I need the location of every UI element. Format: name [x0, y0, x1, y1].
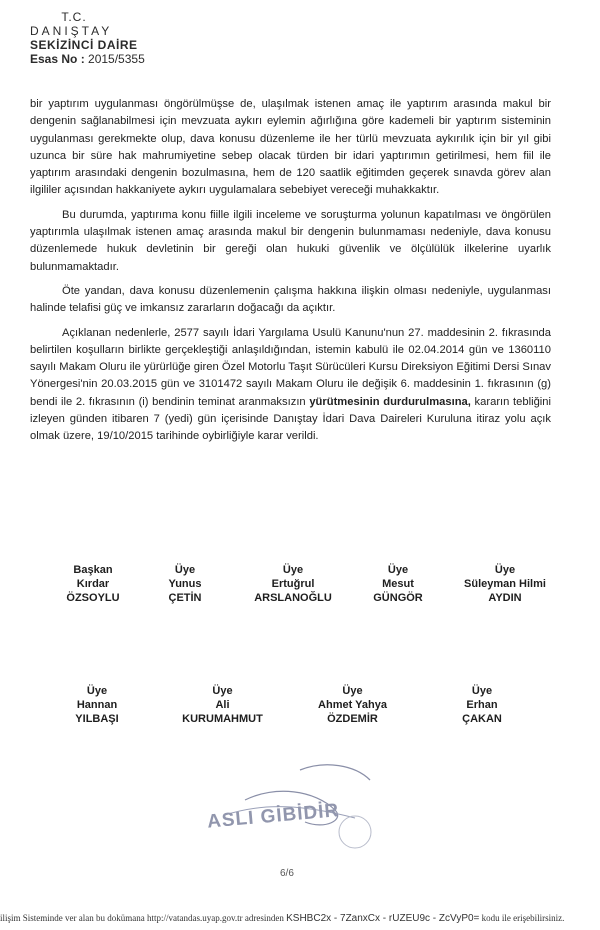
signer-title: Başkan — [73, 564, 113, 576]
case-number-value: 2015/5355 — [88, 52, 145, 66]
verification-code: KSHBC2x - 7ZanxCx - rUZEU9c - ZcVyP0= — [286, 913, 480, 924]
decision-text-bold: yürütmesinin durdurulmasına, — [309, 395, 471, 408]
signer-title: Üye — [387, 564, 409, 576]
document-header — [30, 10, 170, 66]
stamp-text: ASLI GİBİDİR — [206, 800, 341, 833]
decision-text-after: kararın tebliğini izleyen günden itibaren 7 (yedi) gün içerisinde Danıştay İdari Dava Daireleri Kuruluna itiraz yolu açık olmak üzere, 19/10/2015 tarihinde oybirliğiyle karar verildi. — [30, 395, 551, 443]
signer-first-name: Erhan — [466, 699, 498, 711]
header-tc: T.C. — [61, 10, 87, 24]
signer-title: Üye — [471, 685, 493, 697]
paragraph-2: Bu durumda, yaptırıma konu fiille ilgili inceleme ve soruşturma yolunun kapatılması ve öngörülen yaptırımla ulaşılmak istenen amaç arasında makul bir dengenin bulunmaması nedeniyle, dava konusu düzenlemede hukuk devletinin bir gereği olan hukuki güvenlik ve ölçülülük ilkelerine uyarlık bulunmamaktadır. — [30, 208, 551, 273]
signature-block — [170, 684, 275, 726]
signature-block — [442, 684, 522, 726]
signer-first-name: Hannan — [76, 699, 118, 711]
signer-title: Üye — [86, 685, 108, 697]
signer-last-name: ARSLANOĞLU — [254, 592, 332, 604]
header-court-name: DANIŞTAY — [30, 24, 113, 38]
paragraph-decision — [30, 325, 551, 446]
stamp-seal-ring — [339, 816, 371, 848]
signer-first-name: Süleyman Hilmi — [464, 578, 546, 590]
signer-title: Üye — [212, 685, 233, 697]
signature-block — [52, 684, 142, 726]
footer-verification-line — [0, 913, 600, 924]
header-case-number — [30, 52, 170, 66]
signer-first-name: Mesut — [382, 578, 414, 590]
signer-title: Üye — [494, 564, 516, 576]
signer-first-name: Kırdar — [76, 578, 110, 590]
signature-block — [48, 563, 138, 605]
decision-text-before: Açıklanan nedenlerle, 2577 sayılı İdari Yargılama Usulü Kanunu'nun 27. maddesinin 2. fıkrasında belirtilen koşulların birlikte gerçekleştiği anlaşıldığından, istemin kabulü ile 02.04.2014 gün ve 1360110 sayılı Makam Oluru ile yürürlüğe giren Özel Motorlu Taşıt Sürücüleri Kursu Direksiyon Eğitimi Dersi Sınav Yönergesi'nin 20.03.2015 gün ve 3101472 sayılı Makam Oluru ile değişik 6. maddesinin 1. fıkrasının (g) bendi ile 2. fıkrasının (i) bendinin teminat aranmaksızın — [30, 326, 551, 408]
signer-title: Üye — [282, 564, 304, 576]
signer-last-name: ÖZSOYLU — [66, 592, 120, 604]
footer-text: ilişim Sisteminde ver alan bu dokümana http://vatandas.uyap.gov.tr adresinden — [0, 913, 284, 923]
signer-last-name: GÜNGÖR — [373, 592, 423, 604]
stamp-signature-stroke — [300, 765, 370, 780]
signature-block — [238, 563, 348, 605]
signer-last-name: KURUMAHMUT — [182, 713, 263, 725]
header-chamber: SEKİZİNCİ DAİRE — [30, 38, 138, 52]
signer-first-name: Ahmet Yahya — [318, 699, 387, 711]
signer-last-name: ÖZDEMİR — [327, 713, 378, 725]
signature-block — [450, 563, 560, 605]
signature-block — [300, 684, 405, 726]
case-number-label: Esas No : — [30, 52, 85, 66]
signer-title: Üye — [342, 685, 363, 697]
signer-last-name: ÇAKAN — [462, 713, 502, 725]
signature-block — [145, 563, 225, 605]
page-number: 6/6 — [280, 868, 294, 879]
signer-first-name: Yunus — [168, 578, 202, 590]
signer-first-name: Ali — [215, 699, 230, 711]
signer-title: Üye — [174, 564, 196, 576]
signer-last-name: AYDIN — [488, 592, 522, 604]
paragraph-1: bir yaptırım uygulanması öngörülmüşse de, ulaşılmak istenen amaç ile yaptırım arasında makul bir dengenin sağlanabilmesi için mevzuata aykırı eylemin ağırlığına göre kademeli bir yaptırım sisteminin uygulanması gerekmekte olup, dava konusu düzenleme ile her türlü mevzuata aykırılık için bir yıl gibi uzunca bir süre hak mahrumiyetine sebep olacak türden bir idari yaptırımın getirilmesi, hem fiil ile yaptırım arasındaki dengenin bozulmasına, hem de 120 saatlik eğitimden geçerek sınavda görev alan ilgililer açısından hakkaniyete aykırı uygulamalara sebebiyet vereceği muhakkaktır. — [30, 98, 551, 197]
signer-last-name: ÇETİN — [168, 592, 202, 604]
certified-copy-stamp — [205, 760, 380, 855]
paragraph-3: Öte yandan, dava konusu düzenlemenin çalışma hakkına ilişkin olması nedeniyle, uygulanması halinde telafisi güç ve imkansız zararların doğacağı da açıktır. — [30, 284, 551, 315]
signer-first-name: Ertuğrul — [271, 578, 315, 590]
signer-last-name: YILBAŞI — [75, 713, 119, 725]
signature-block — [358, 563, 438, 605]
decision-body — [30, 96, 551, 453]
footer-tail: kodu ile erişebilirsiniz. — [481, 913, 565, 923]
